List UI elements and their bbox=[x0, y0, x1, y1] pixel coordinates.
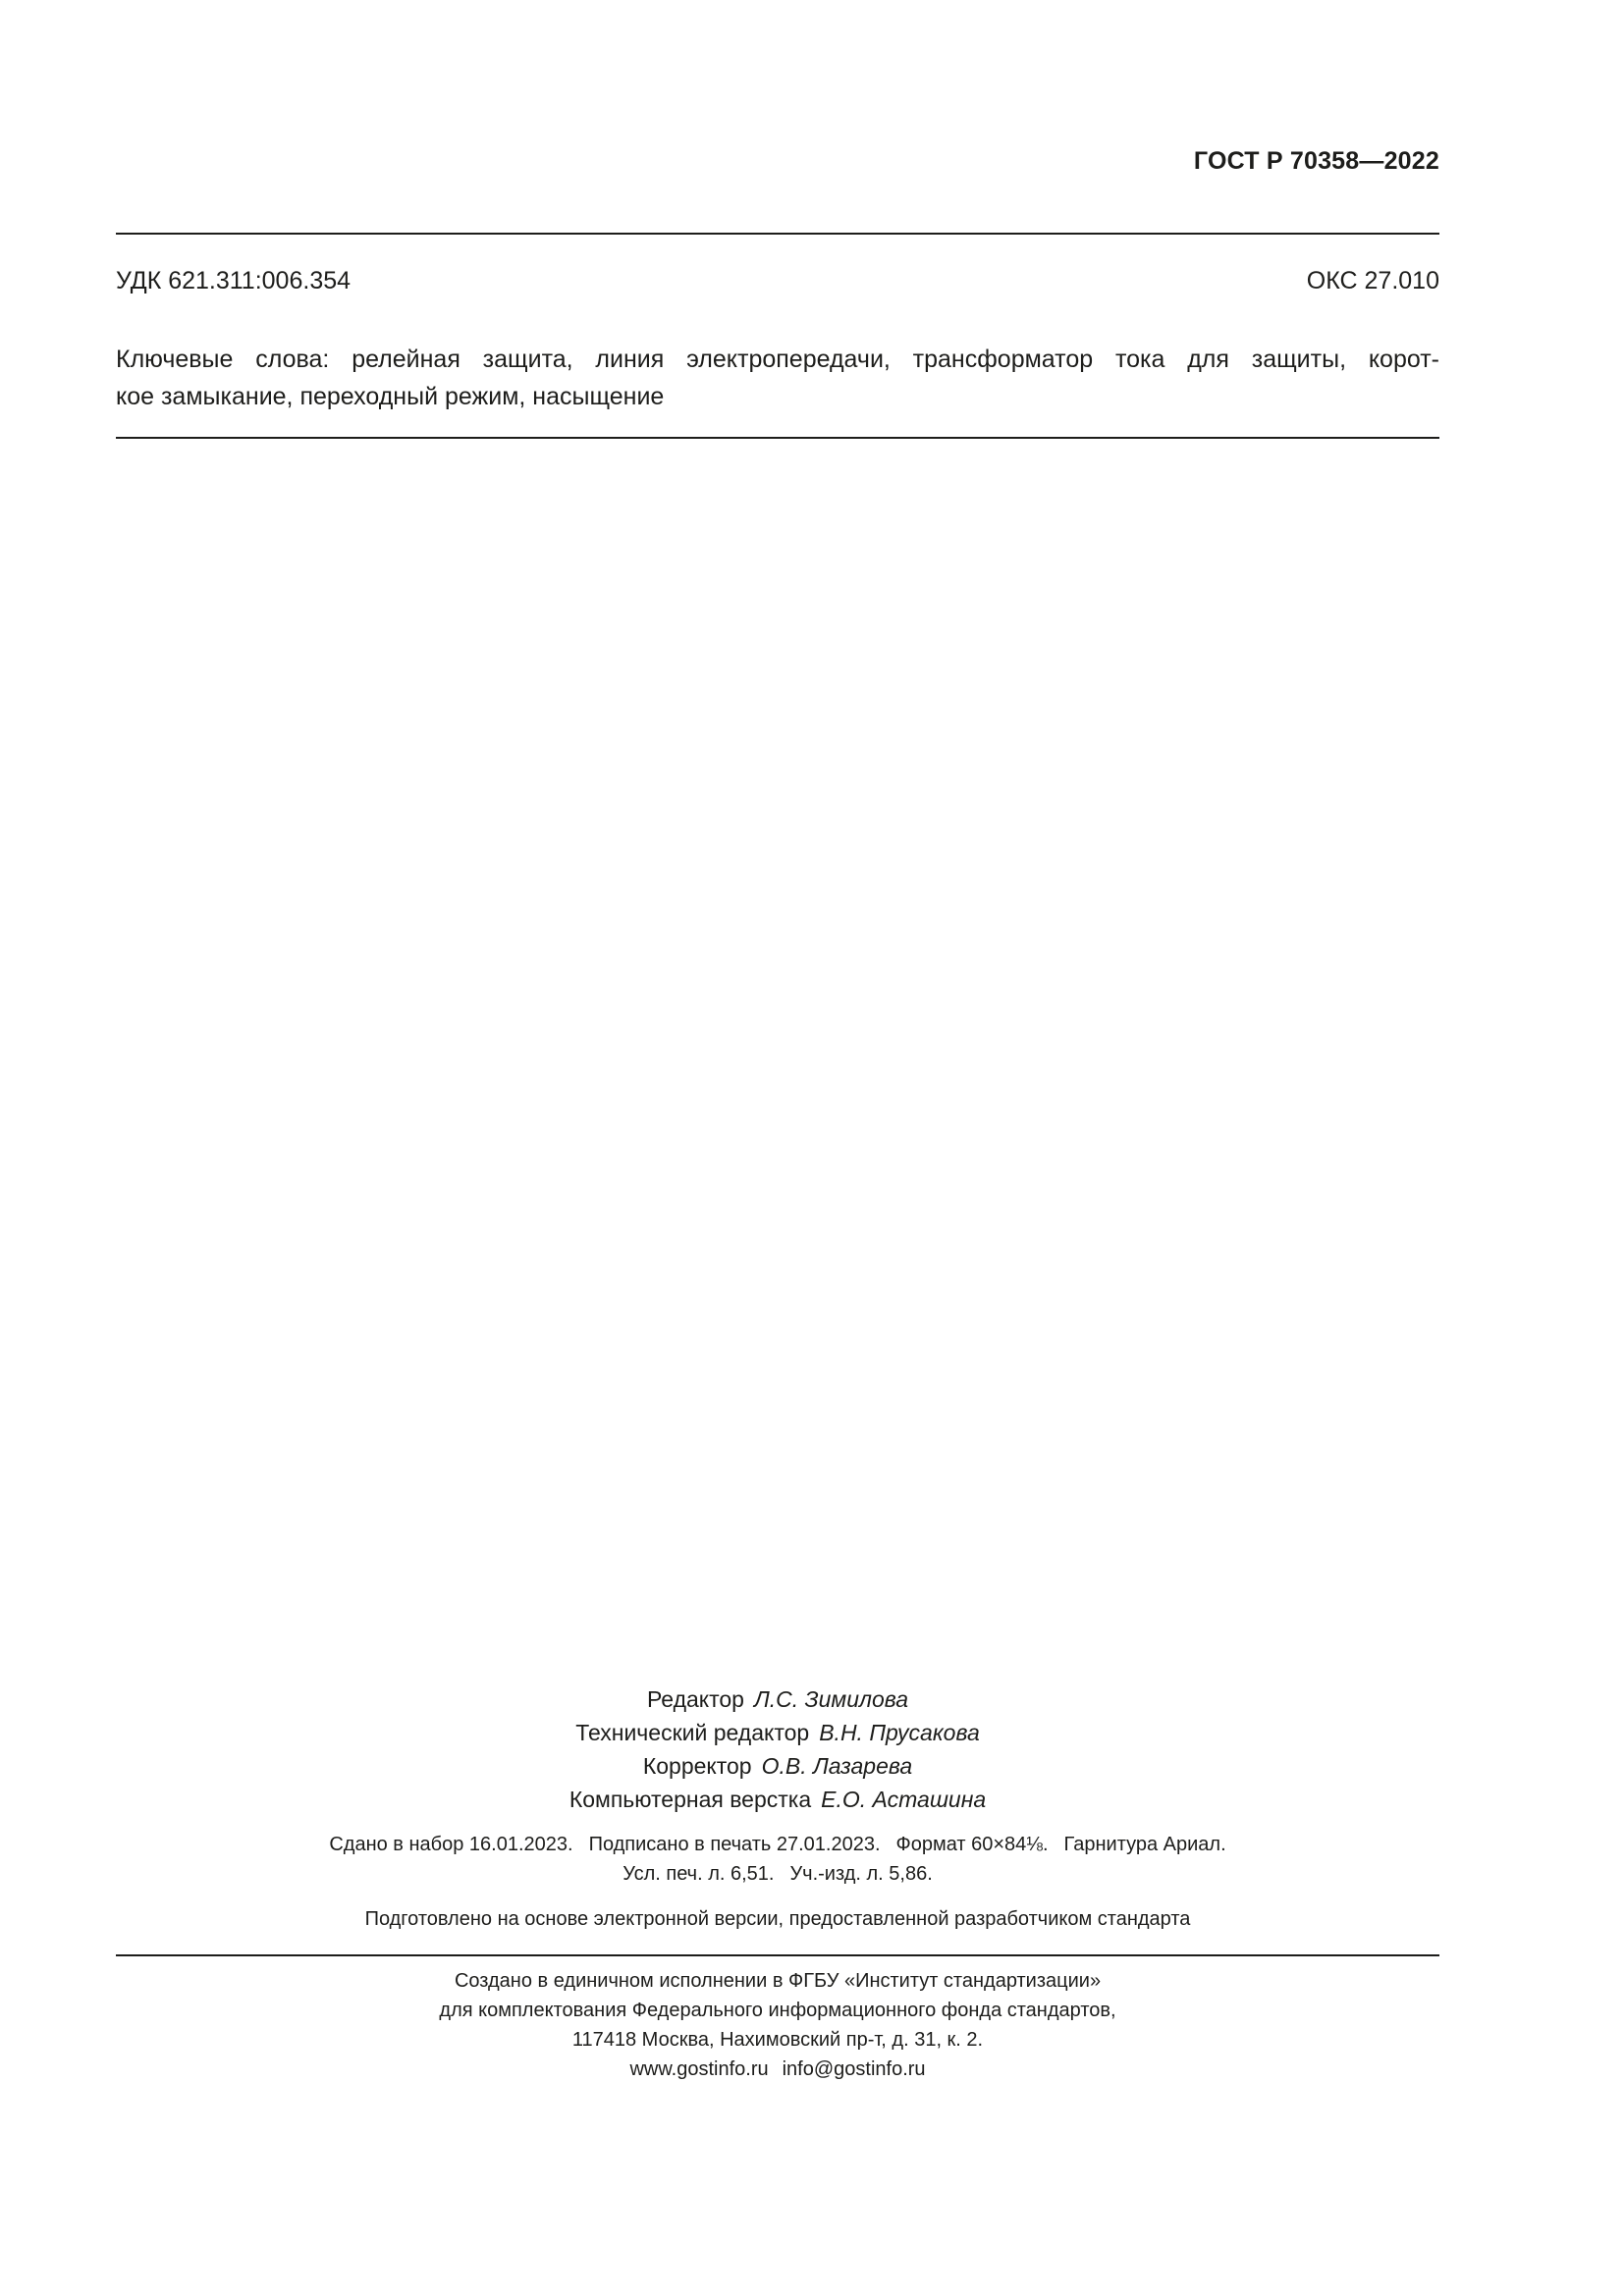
imprint-submitted: Сдано в набор 16.01.2023. bbox=[329, 1834, 573, 1855]
credit-role: Корректор bbox=[642, 1753, 752, 1779]
imprint-block bbox=[116, 1830, 1439, 1889]
imprint-line-2 bbox=[116, 1859, 1439, 1889]
credit-person: В.Н. Прусакова bbox=[819, 1720, 980, 1745]
credit-person: Е.О. Асташина bbox=[821, 1787, 987, 1812]
publisher-address: 117418 Москва, Нахимовский пр-т, д. 31, к. 2. bbox=[571, 2029, 984, 2051]
keywords-paragraph bbox=[116, 341, 1439, 415]
top-divider bbox=[116, 233, 1439, 235]
credit-editor bbox=[116, 1682, 1439, 1716]
credit-person: Л.С. Зимилова bbox=[753, 1686, 909, 1712]
credit-person: О.В. Лазарева bbox=[761, 1753, 913, 1779]
imprint-typeface: Гарнитура Ариал. bbox=[1063, 1834, 1226, 1855]
imprint-signed: Подписано в печать 27.01.2023. bbox=[588, 1834, 881, 1855]
imprint-publisher-sheets: Уч.-изд. л. 5,86. bbox=[789, 1863, 933, 1885]
document-number: ГОСТ Р 70358—2022 bbox=[1193, 147, 1439, 175]
prepared-note: Подготовлено на основе электронной версии, предоставленной разработчиком стандарта bbox=[364, 1908, 1191, 1930]
imprint-format: Формат 60×84⅛. bbox=[895, 1834, 1049, 1855]
publisher-line-2: для комплектования Федерального информационного фонда стандартов, bbox=[439, 2000, 1116, 2021]
keywords-line-2: кое замыкание, переходный режим, насыщение bbox=[116, 383, 665, 410]
imprint-line-1 bbox=[116, 1830, 1439, 1859]
keywords-line-1: Ключевые слова: релейная защита, линия электропередачи, трансформатор тока для защиты, корот- bbox=[116, 346, 1439, 373]
udk-code: УДК 621.311:006.354 bbox=[116, 267, 352, 294]
publisher-contacts bbox=[116, 2055, 1439, 2084]
publisher-line-1: Создано в единичном исполнении в ФГБУ «Институт стандартизации» bbox=[454, 1970, 1102, 1992]
credit-role: Технический редактор bbox=[575, 1720, 810, 1745]
editorial-credits bbox=[116, 1682, 1439, 1816]
credit-role: Редактор bbox=[646, 1686, 744, 1712]
keywords-divider bbox=[116, 437, 1439, 439]
credit-role: Компьютерная верстка bbox=[568, 1787, 812, 1812]
credit-proofreader bbox=[116, 1749, 1439, 1783]
publisher-divider bbox=[116, 1954, 1439, 1956]
credit-technical-editor bbox=[116, 1716, 1439, 1749]
imprint-print-sheets: Усл. печ. л. 6,51. bbox=[623, 1863, 775, 1885]
publisher-block bbox=[116, 1966, 1439, 2084]
oks-code: ОКС 27.010 bbox=[1306, 267, 1439, 294]
publisher-website-link[interactable]: www.gostinfo.ru bbox=[629, 2058, 769, 2080]
credit-layout bbox=[116, 1783, 1439, 1816]
publisher-email-link[interactable]: info@gostinfo.ru bbox=[782, 2058, 926, 2080]
